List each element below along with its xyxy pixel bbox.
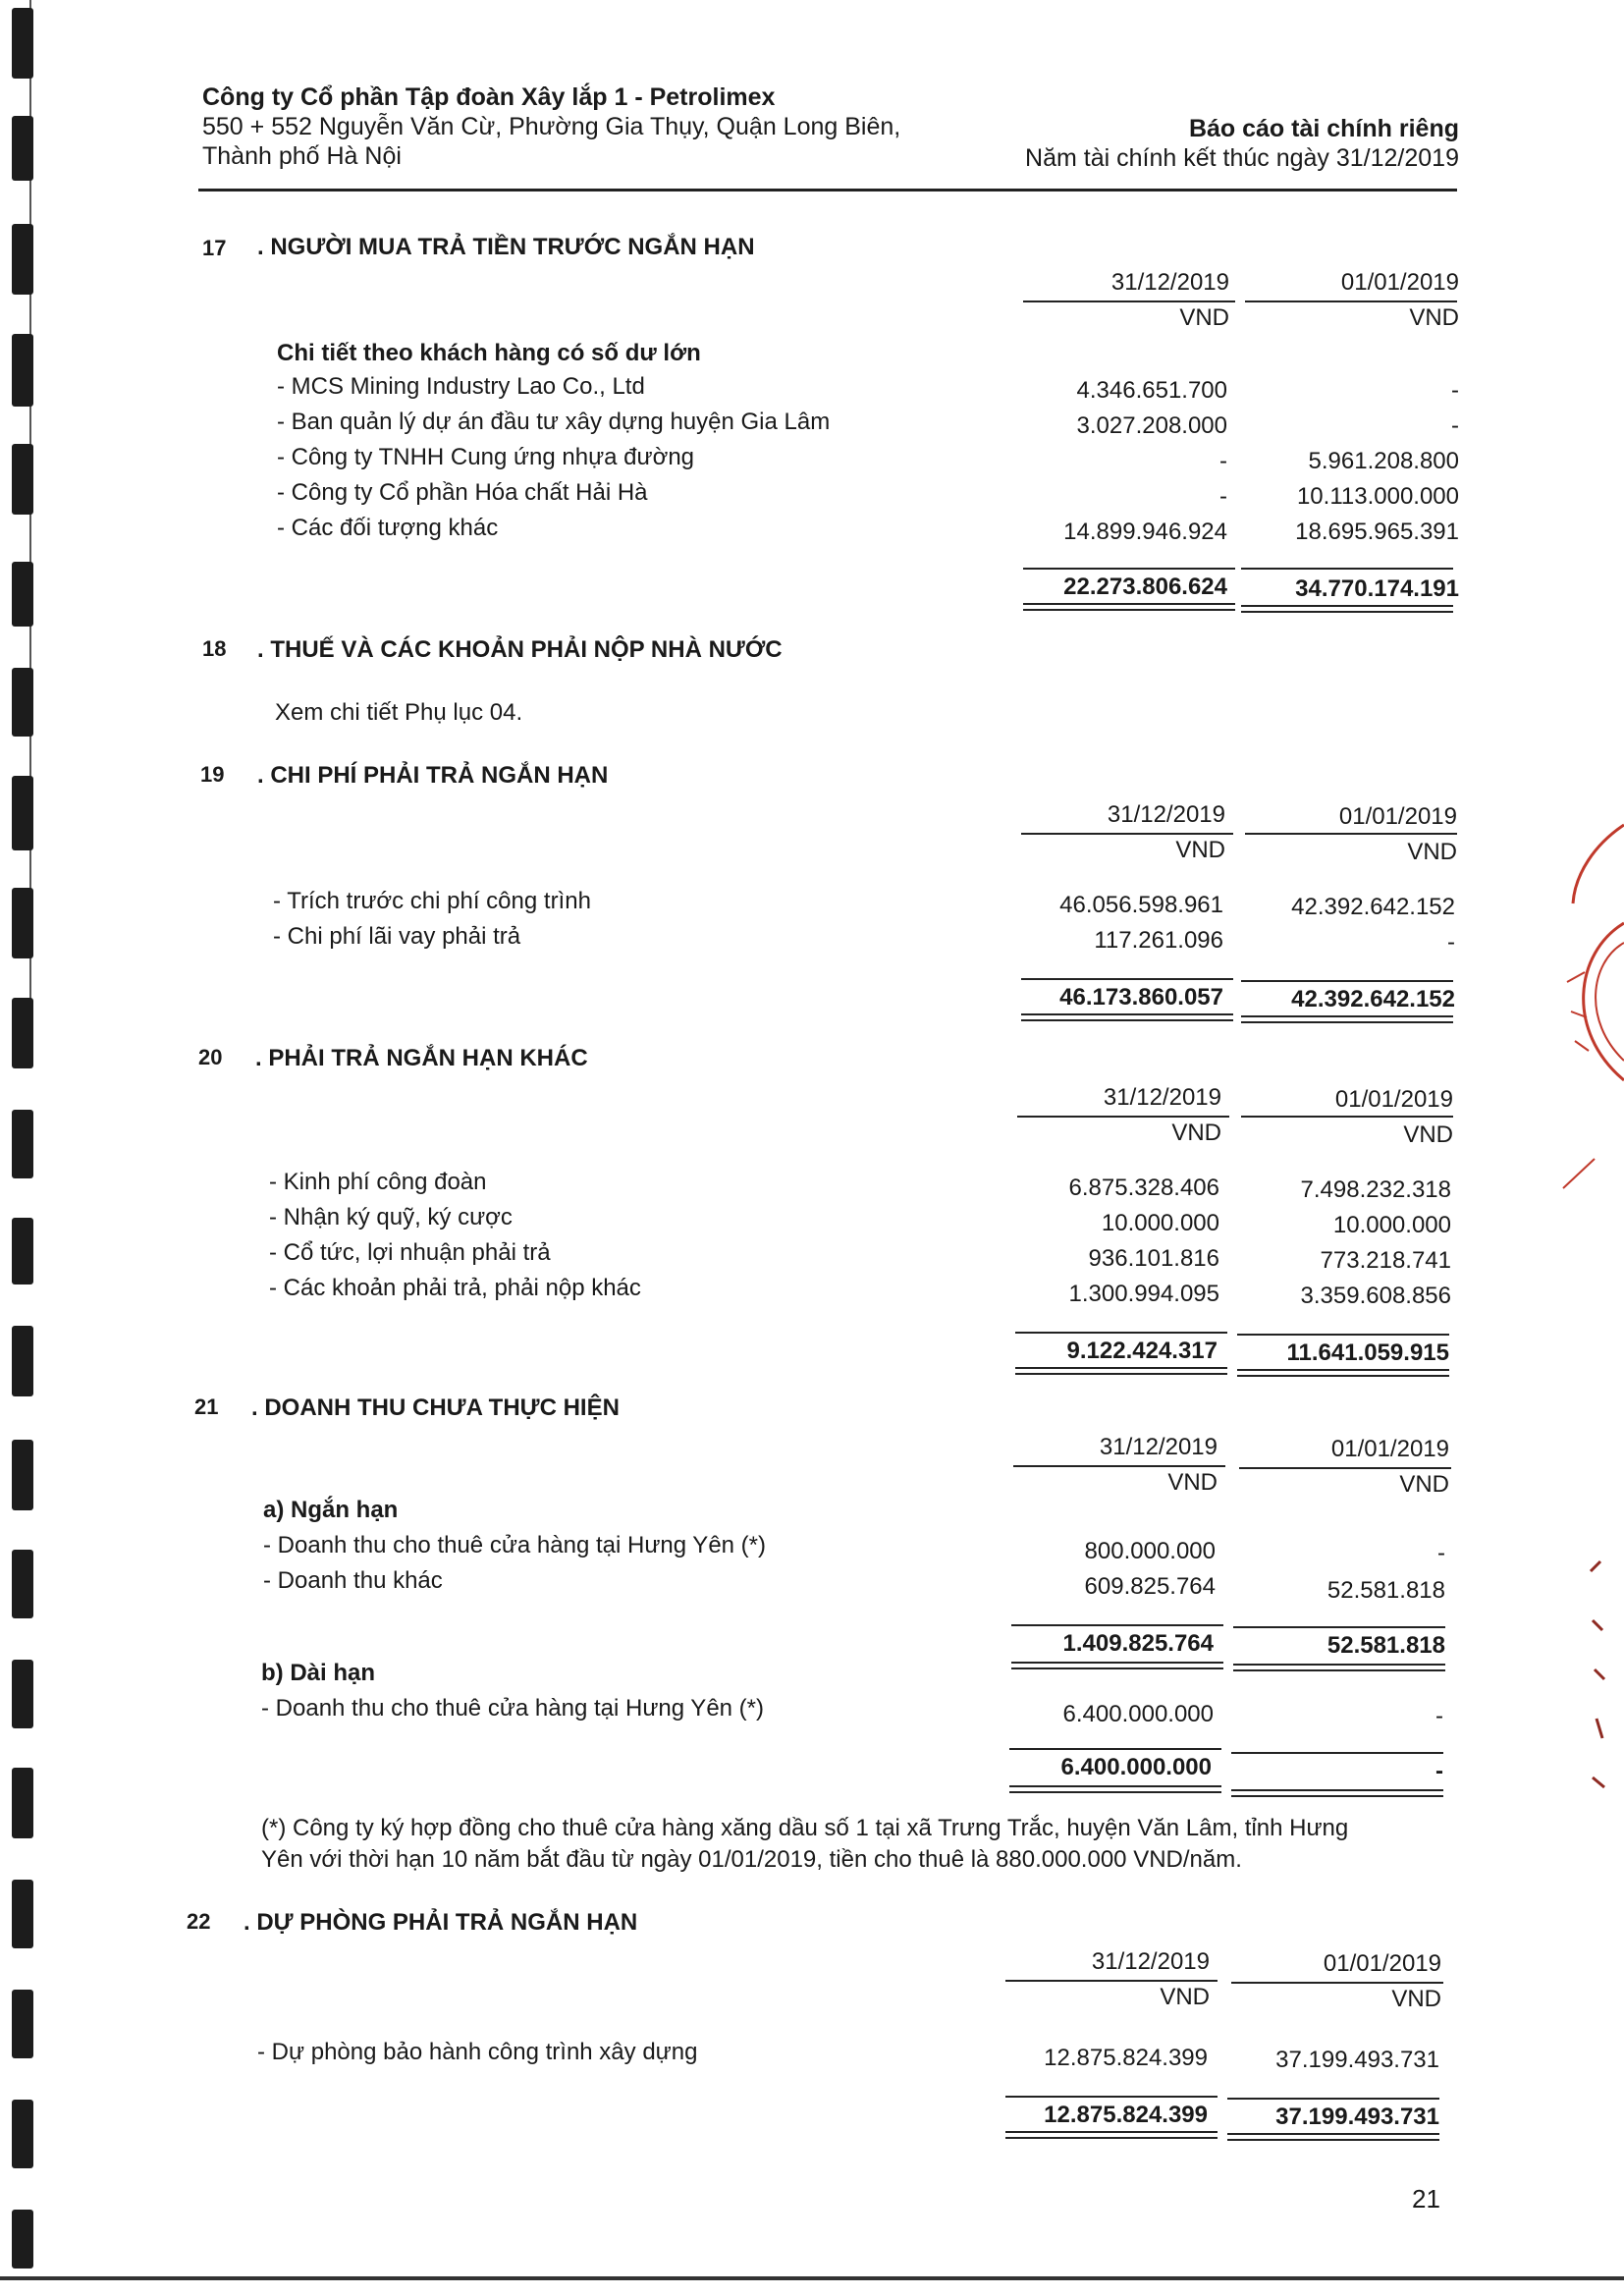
row-value-1: 12.875.824.399 xyxy=(1044,2045,1208,2071)
subheading-short-term: a) Ngắn hạn xyxy=(263,1497,399,1523)
column-header-rule xyxy=(1013,1465,1225,1467)
column-header-rule xyxy=(1017,1116,1229,1118)
row-value-1: 936.101.816 xyxy=(1088,1245,1219,1272)
double-rule xyxy=(1241,1021,1453,1023)
column-currency-2: VND xyxy=(1399,1471,1449,1498)
footnote-line2: Yên với thời hạn 10 năm bắt đầu từ ngày 01/01/2019, tiền cho thuê là 880.000.000 VND/năm. xyxy=(261,1846,1242,1873)
total-rule xyxy=(1021,978,1233,980)
binder-mark xyxy=(12,1990,33,2058)
row-value-2: - xyxy=(1451,377,1459,404)
double-rule xyxy=(1011,1667,1223,1669)
binder-mark xyxy=(12,668,33,737)
section-title: . PHẢI TRẢ NGẮN HẠN KHÁC xyxy=(255,1045,588,1071)
stamp-fragment xyxy=(1581,1552,1624,1827)
row-value-2: 52.581.818 xyxy=(1326,1577,1445,1604)
double-rule xyxy=(1009,1785,1221,1787)
row-label: - Dự phòng bảo hành công trình xây dựng xyxy=(257,2039,698,2065)
footnote-line1: (*) Công ty ký hợp đồng cho thuê cửa hàng xăng dầu số 1 tại xã Trưng Trắc, huyện Văn Lâm, tỉnh Hưng xyxy=(261,1815,1349,1841)
double-rule xyxy=(1015,1373,1227,1375)
column-currency-1: VND xyxy=(1160,1984,1210,2010)
double-rule xyxy=(1023,603,1235,605)
double-rule xyxy=(1005,2137,1218,2139)
total-value-1: 9.122.424.317 xyxy=(1066,1338,1218,1364)
section-number: 21 xyxy=(194,1394,219,1419)
binder-mark xyxy=(12,224,33,295)
row-label: - Doanh thu khác xyxy=(263,1567,443,1594)
column-currency-2: VND xyxy=(1407,839,1457,865)
total-rule xyxy=(1227,2098,1439,2100)
row-label: - Công ty Cổ phần Hóa chất Hải Hà xyxy=(277,479,648,506)
double-rule xyxy=(1011,1662,1223,1664)
row-label: - Trích trước chi phí công trình xyxy=(273,888,591,914)
row-label: - MCS Mining Industry Lao Co., Ltd xyxy=(277,373,645,400)
row-value-1: 609.825.764 xyxy=(1084,1573,1216,1600)
double-rule xyxy=(1021,1013,1233,1015)
section-text: Xem chi tiết Phụ lục 04. xyxy=(275,699,523,726)
column-header-rule xyxy=(1245,301,1457,302)
row-value-1: 46.056.598.961 xyxy=(1059,892,1223,918)
column-date-2: 01/01/2019 xyxy=(1340,269,1459,296)
column-date-2: 01/01/2019 xyxy=(1338,803,1457,830)
total-rule xyxy=(1009,1748,1221,1750)
column-date-1: 31/12/2019 xyxy=(1110,269,1229,296)
total-rule xyxy=(1015,1332,1227,1334)
section-title: . CHI PHÍ PHẢI TRẢ NGẮN HẠN xyxy=(257,762,609,789)
binder-mark xyxy=(12,116,33,181)
row-value-1: - xyxy=(1219,448,1227,474)
row-value-1: 117.261.096 xyxy=(1094,927,1223,954)
total-rule xyxy=(1241,980,1453,982)
section-number: 17 xyxy=(202,236,227,260)
row-value-2: - xyxy=(1451,412,1459,439)
column-date-1: 31/12/2019 xyxy=(1103,1084,1221,1111)
binder-mark xyxy=(12,1326,33,1396)
total-rule xyxy=(1241,568,1453,570)
binder-mark xyxy=(12,1768,33,1838)
total-value-2: 11.641.059.915 xyxy=(1286,1339,1449,1366)
row-value-1: 6.400.000.000 xyxy=(1062,1701,1214,1727)
total-rule xyxy=(1231,1752,1443,1754)
double-rule xyxy=(1009,1791,1221,1793)
column-header-rule xyxy=(1245,833,1457,835)
binder-mark xyxy=(12,562,33,627)
company-address-line1: 550 + 552 Nguyễn Văn Cừ, Phường Gia Thụy, Quận Long Biên, xyxy=(202,113,901,140)
column-currency-2: VND xyxy=(1403,1121,1453,1148)
section-number: 22 xyxy=(187,1909,211,1934)
subheading: Chi tiết theo khách hàng có số dư lớn xyxy=(277,340,701,366)
total-rule xyxy=(1233,1626,1445,1628)
row-value-2: 18.695.965.391 xyxy=(1295,519,1459,545)
section-title: . NGƯỜI MUA TRẢ TIỀN TRƯỚC NGẮN HẠN xyxy=(257,234,755,260)
binder-mark xyxy=(12,776,33,850)
double-rule xyxy=(1241,605,1453,607)
subheading-long-term: b) Dài hạn xyxy=(261,1660,376,1686)
column-currency-2: VND xyxy=(1409,304,1459,331)
row-label: - Công ty TNHH Cung ứng nhựa đường xyxy=(277,444,695,470)
binder-mark xyxy=(12,334,33,407)
binder-mark xyxy=(12,8,33,79)
row-value-1: 800.000.000 xyxy=(1084,1538,1216,1564)
binder-mark xyxy=(12,1110,33,1178)
double-rule xyxy=(1233,1664,1445,1666)
report-title: Báo cáo tài chính riêng xyxy=(1188,115,1459,142)
row-label: - Các khoản phải trả, phải nộp khác xyxy=(269,1275,641,1301)
double-rule xyxy=(1241,611,1453,613)
column-currency-1: VND xyxy=(1171,1120,1221,1146)
total-value-2: 42.392.642.152 xyxy=(1291,986,1455,1012)
total-value-2: 37.199.493.731 xyxy=(1275,2104,1439,2130)
double-rule xyxy=(1233,1669,1445,1671)
binder-mark xyxy=(12,444,33,515)
row-value-1: 14.899.946.924 xyxy=(1063,519,1227,545)
row-label: - Ban quản lý dự án đầu tư xây dựng huyện Gia Lâm xyxy=(277,409,831,435)
section-title: . THUẾ VÀ CÁC KHOẢN PHẢI NỘP NHÀ NƯỚC xyxy=(257,636,783,663)
binder-mark xyxy=(12,1660,33,1728)
header-divider xyxy=(198,189,1457,191)
binder-mark xyxy=(12,888,33,958)
double-rule xyxy=(1237,1375,1449,1377)
binder-mark xyxy=(12,2210,33,2269)
column-header-rule xyxy=(1231,1982,1443,1984)
row-value-2: 3.359.608.856 xyxy=(1300,1283,1451,1309)
total-value-1: 22.273.806.624 xyxy=(1063,574,1227,600)
binder-mark xyxy=(12,1550,33,1618)
row-value-1: 1.300.994.095 xyxy=(1068,1281,1219,1307)
column-date-1: 31/12/2019 xyxy=(1099,1434,1218,1460)
bottom-edge xyxy=(0,2276,1624,2280)
row-value-2: 10.000.000 xyxy=(1332,1212,1451,1238)
total-rule xyxy=(1237,1334,1449,1336)
total-rule xyxy=(1005,2096,1218,2098)
row-value-2: - xyxy=(1447,929,1455,956)
section-number: 19 xyxy=(200,762,225,787)
row-value-2: 42.392.642.152 xyxy=(1291,894,1455,920)
binder-mark xyxy=(12,1218,33,1285)
report-period: Năm tài chính kết thúc ngày 31/12/2019 xyxy=(1025,144,1459,172)
subtotal-value-2: 52.581.818 xyxy=(1326,1632,1445,1659)
row-value-2: 37.199.493.731 xyxy=(1275,2047,1439,2073)
column-header-rule xyxy=(1239,1467,1451,1469)
company-name: Công ty Cổ phần Tập đoàn Xây lắp 1 - Petrolimex xyxy=(202,83,776,111)
section-number: 20 xyxy=(198,1045,223,1069)
row-label: - Doanh thu cho thuê cửa hàng tại Hưng Yên (*) xyxy=(261,1695,765,1722)
column-header-rule xyxy=(1005,1980,1218,1982)
column-currency-1: VND xyxy=(1175,837,1225,863)
double-rule xyxy=(1005,2131,1218,2133)
row-label: - Kinh phí công đoàn xyxy=(269,1169,487,1195)
double-rule xyxy=(1015,1367,1227,1369)
column-header-rule xyxy=(1241,1116,1453,1118)
column-currency-1: VND xyxy=(1167,1469,1218,1496)
column-header-rule xyxy=(1023,301,1235,302)
column-date-1: 31/12/2019 xyxy=(1107,801,1225,828)
row-value-1: - xyxy=(1219,483,1227,510)
row-value-1: 10.000.000 xyxy=(1101,1210,1219,1236)
column-date-2: 01/01/2019 xyxy=(1330,1436,1449,1462)
double-rule xyxy=(1227,2133,1439,2135)
column-currency-1: VND xyxy=(1179,304,1229,331)
row-label: - Cổ tức, lợi nhuận phải trả xyxy=(269,1239,551,1266)
subtotal-value-1: 1.409.825.764 xyxy=(1062,1630,1214,1657)
row-value-2: - xyxy=(1437,1540,1445,1566)
section-title: . DỰ PHÒNG PHẢI TRẢ NGẮN HẠN xyxy=(244,1909,638,1936)
page-number: 21 xyxy=(1412,2184,1440,2214)
double-rule xyxy=(1021,1019,1233,1021)
double-rule xyxy=(1023,609,1235,611)
binder-mark xyxy=(12,2100,33,2168)
row-label: - Chi phí lãi vay phải trả xyxy=(273,923,521,950)
binder-mark xyxy=(12,998,33,1068)
row-value-2: 10.113.000.000 xyxy=(1296,483,1459,510)
row-value-1: 4.346.651.700 xyxy=(1076,377,1227,404)
binder-mark xyxy=(12,1880,33,1948)
row-value-2: 5.961.208.800 xyxy=(1308,448,1459,474)
row-label: - Nhận ký quỹ, ký cược xyxy=(269,1204,513,1230)
binder-mark xyxy=(12,1440,33,1510)
company-stamp xyxy=(1555,786,1624,1218)
total-value-2: 34.770.174.191 xyxy=(1295,575,1459,602)
row-label: - Các đối tượng khác xyxy=(277,515,499,541)
row-value-2: 7.498.232.318 xyxy=(1300,1176,1451,1203)
company-address-line2: Thành phố Hà Nội xyxy=(202,142,402,170)
double-rule xyxy=(1227,2139,1439,2141)
total-value-1: 46.173.860.057 xyxy=(1059,984,1223,1011)
section-title: . DOANH THU CHƯA THỰC HIỆN xyxy=(251,1394,620,1421)
double-rule xyxy=(1231,1789,1443,1791)
subtotal-value-1: 6.400.000.000 xyxy=(1060,1754,1212,1780)
total-rule xyxy=(1011,1624,1223,1626)
column-date-1: 31/12/2019 xyxy=(1091,1948,1210,1975)
row-value-1: 3.027.208.000 xyxy=(1076,412,1227,439)
double-rule xyxy=(1231,1795,1443,1797)
section-number: 18 xyxy=(202,636,227,661)
row-value-2: - xyxy=(1435,1703,1443,1729)
row-label: - Doanh thu cho thuê cửa hàng tại Hưng Yên (*) xyxy=(263,1532,767,1558)
column-date-2: 01/01/2019 xyxy=(1323,1950,1441,1977)
total-rule xyxy=(1023,568,1235,570)
total-value-1: 12.875.824.399 xyxy=(1044,2102,1208,2128)
double-rule xyxy=(1237,1369,1449,1371)
double-rule xyxy=(1241,1015,1453,1017)
row-value-1: 6.875.328.406 xyxy=(1068,1175,1219,1201)
row-value-2: 773.218.741 xyxy=(1320,1247,1451,1274)
column-date-2: 01/01/2019 xyxy=(1334,1086,1453,1113)
subtotal-value-2: - xyxy=(1435,1758,1443,1784)
column-currency-2: VND xyxy=(1391,1986,1441,2012)
column-header-rule xyxy=(1021,833,1233,835)
